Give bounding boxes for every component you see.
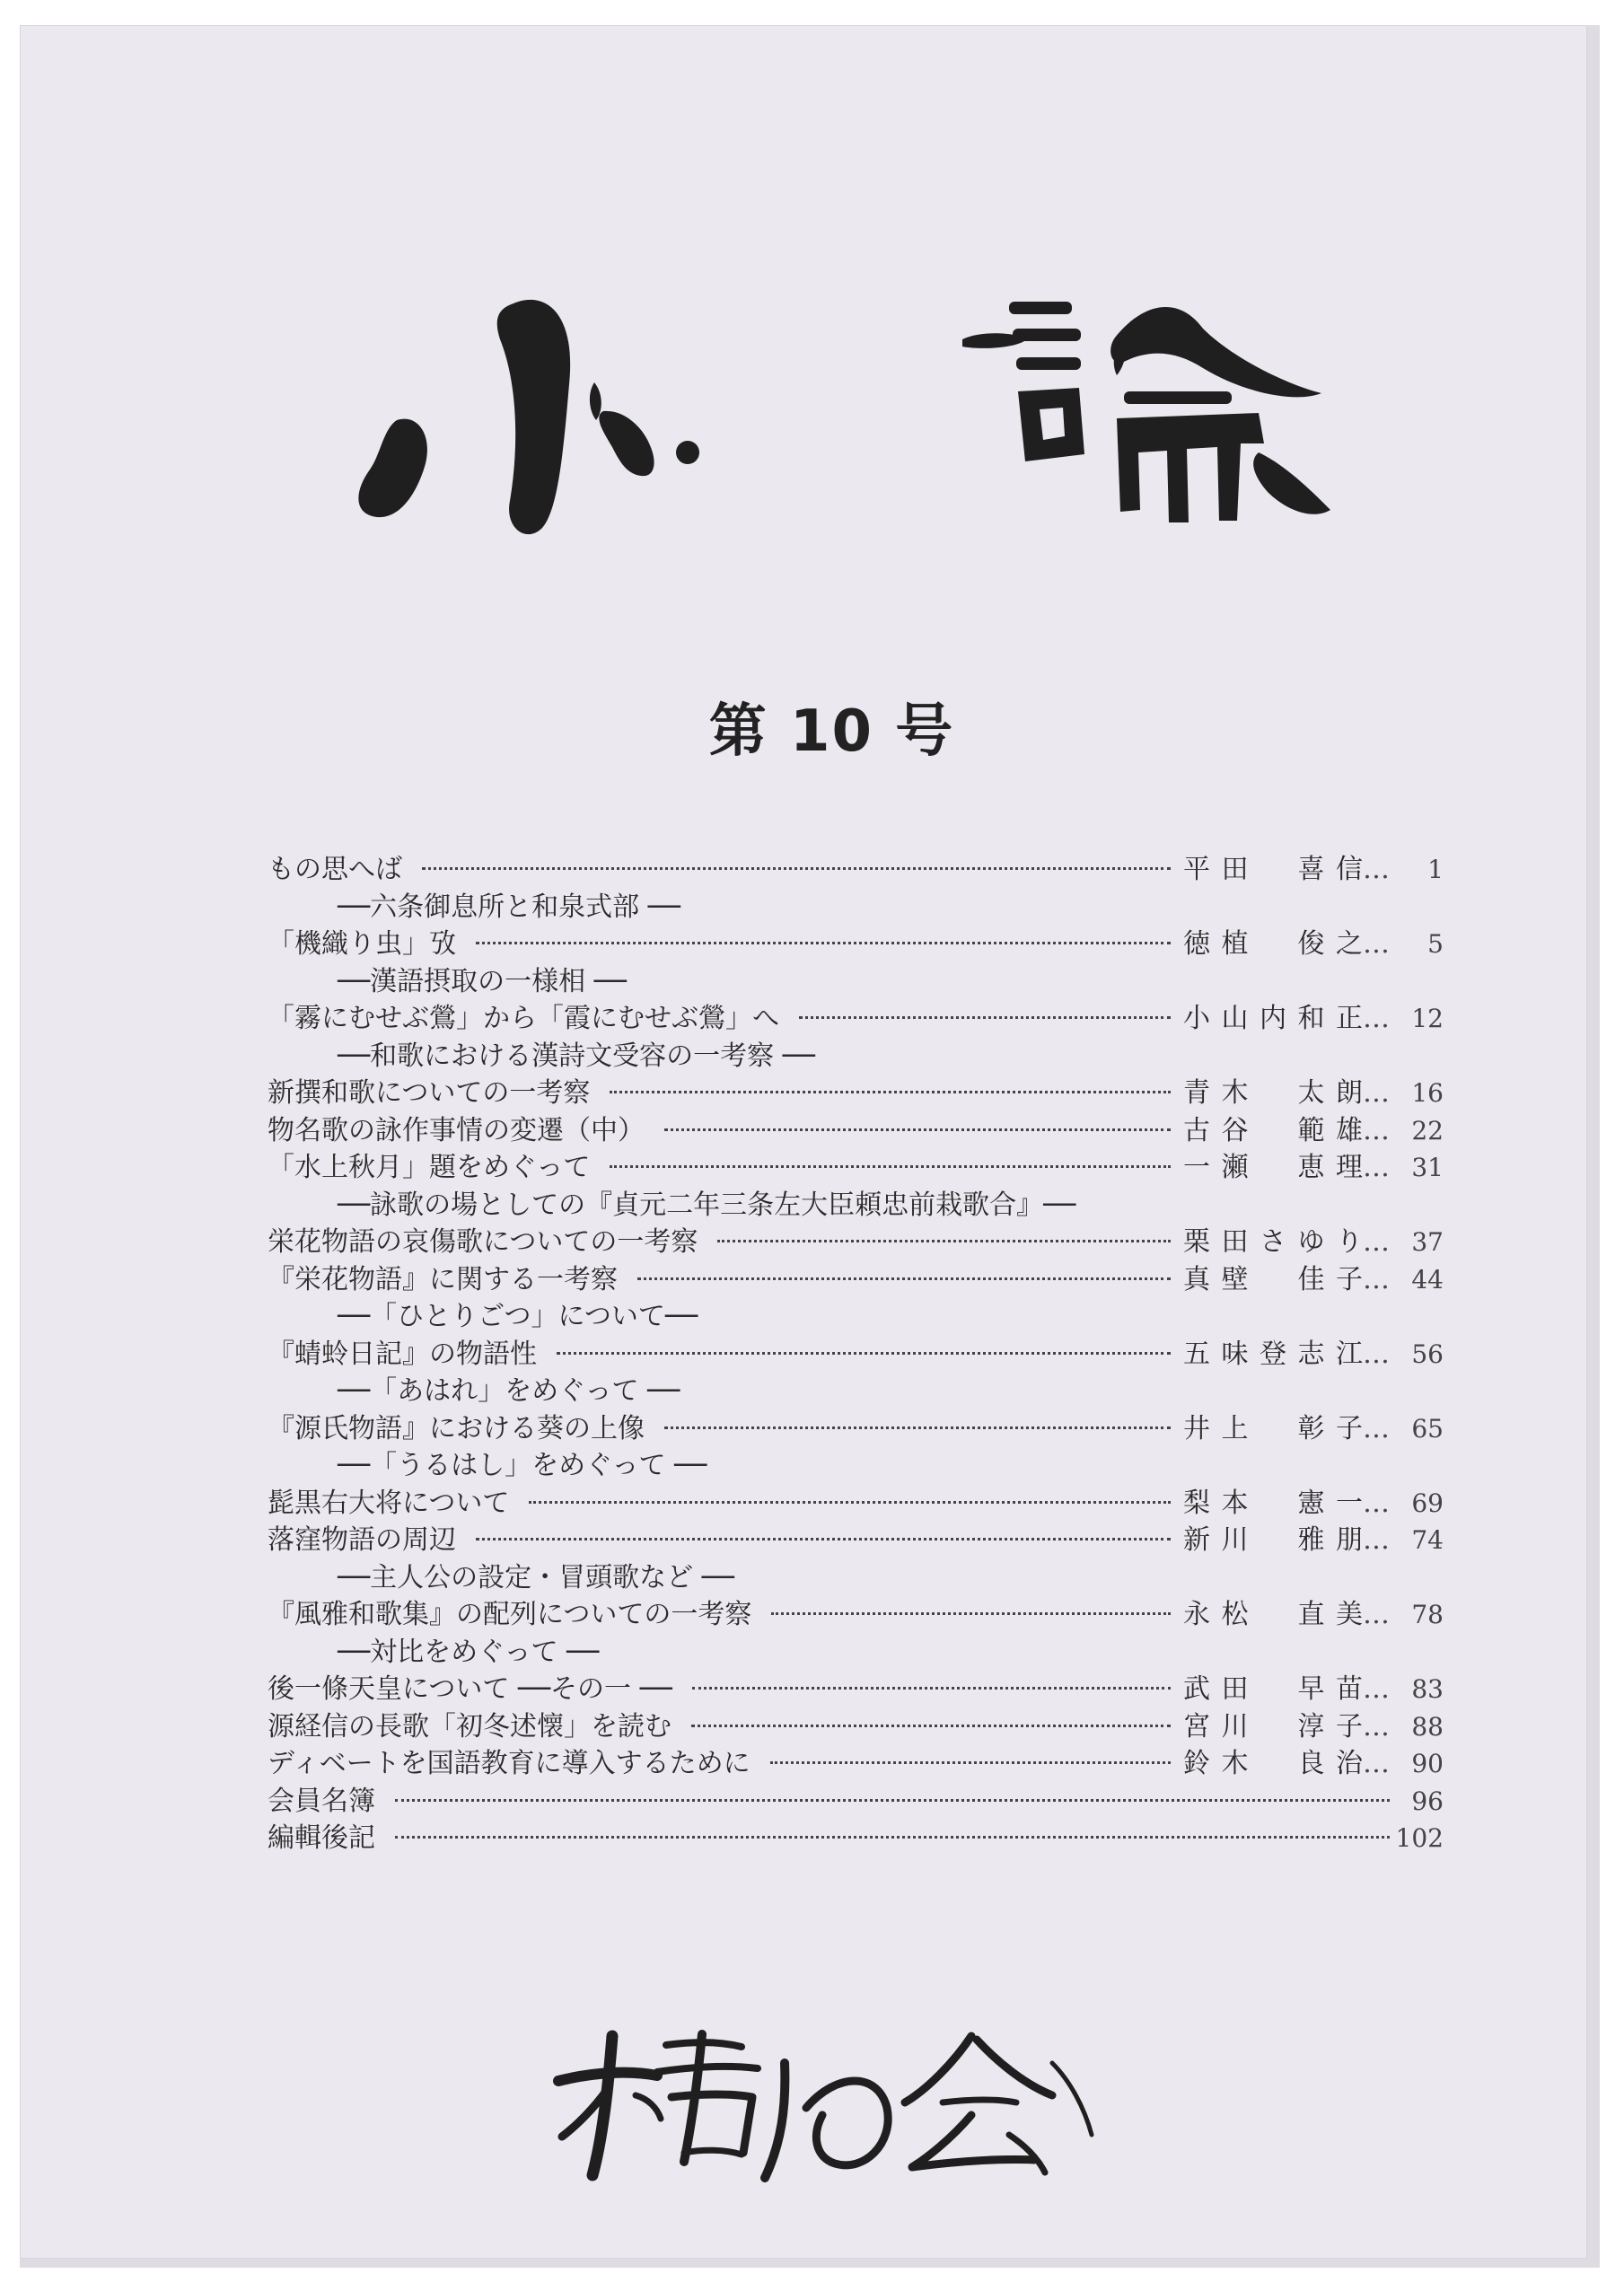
toc-ellipsis: … [1363,1524,1388,1556]
toc-entry-page: 37 [1411,1227,1444,1257]
toc-entry-title: 栄花物語の哀傷歌についての一考察 [268,1226,698,1258]
toc-entry-title: 『栄花物語』に関する一考察 [268,1263,618,1295]
toc-subtitle [268,1443,1444,1480]
toc-leader-dots [557,1352,1171,1355]
toc-entry-page: 22 [1411,1115,1444,1146]
toc-leader-dots [529,1501,1171,1504]
toc-leader-dots [717,1240,1171,1242]
toc-entry [268,1704,1444,1742]
toc-subtitle [268,1033,1444,1071]
toc-subtitle [268,1182,1444,1220]
toc-entry-page: 88 [1411,1711,1444,1742]
toc-entry-author: 五味登志江 [1183,1338,1363,1370]
toc-entry-title: 『風雅和歌集』の配列についての一考察 [268,1599,752,1630]
toc-leader-dots [771,1612,1171,1615]
toc-entry-page: 90 [1411,1749,1444,1778]
toc-entry-author: 武田 早苗 [1183,1673,1363,1705]
toc-entry-author: 鈴木 良治 [1183,1748,1363,1779]
toc-entry [268,1778,1444,1816]
toc-entry-title: もの思へば [268,854,402,885]
publisher-logo [549,2009,1106,2189]
toc-entry-page: 56 [1411,1339,1444,1369]
toc-entry-author: 宮川 淳子 [1183,1710,1363,1742]
toc-ellipsis: … [1363,1710,1388,1742]
toc-subtitle [268,1555,1444,1593]
toc-entry-author: 青木 太朗 [1183,1077,1363,1109]
toc-ellipsis: … [1363,1114,1388,1146]
toc-entry-author: 井上 彰子 [1183,1412,1363,1444]
toc-entry-title: 源経信の長歌「初冬述懐」を読む [268,1710,672,1742]
toc-leader-dots [395,1799,1390,1802]
toc-subtitle-text: ──漢語摂取の一様相 ── [338,965,627,997]
toc-entry-title: 落窪物語の周辺 [268,1524,456,1556]
toc-entry-title: 『蜻蛉日記』の物語性 [268,1338,537,1370]
toc-entry [268,1406,1444,1444]
toc-entry-title: ディベートを国語教育に導入するために [268,1748,751,1779]
toc-subtitle [268,1368,1444,1406]
toc-subtitle-text: ──詠歌の場としての『貞元二年三条左大臣頼忠前栽歌合』── [338,1189,1076,1221]
toc-leader-dots [770,1761,1171,1764]
toc-entry-author: 徳植 俊之 [1183,928,1363,960]
toc-subtitle [268,1294,1444,1331]
toc-entry-page: 69 [1411,1488,1444,1518]
toc-entry [268,1108,1444,1146]
table-of-contents [268,847,1444,1853]
toc-subtitle-text: ──「うるはし」をめぐって ── [338,1450,707,1481]
toc-leader-dots [691,1725,1171,1727]
toc-ellipsis: … [1363,1673,1388,1705]
toc-entry-title: 物名歌の詠作事情の変遷（中） [268,1114,645,1146]
toc-entry [268,1145,1444,1182]
toc-subtitle-text: ──和歌における漢詩文受容の一考察 ── [338,1040,815,1072]
toc-ellipsis: … [1363,1226,1388,1258]
toc-ellipsis: … [1363,854,1388,885]
toc-entry [268,1592,1444,1629]
journal-cover [20,25,1600,2268]
issue-number: 第 10 号 [708,698,955,765]
toc-entry-title: 会員名簿 [268,1785,375,1817]
toc-ellipsis: … [1363,928,1388,960]
toc-entry-author: 一瀬 恵理 [1183,1152,1363,1183]
toc-entry [268,1257,1444,1295]
toc-entry [268,1815,1444,1853]
toc-subtitle-text: ──「ひとりごつ」について── [338,1301,698,1332]
toc-entry [268,1517,1444,1555]
toc-entry-page: 5 [1427,929,1444,959]
toc-entry-page: 44 [1411,1264,1444,1295]
toc-entry-title: 「霧にむせぶ鶯」から「霞にむせぶ鶯」へ [268,1003,779,1034]
toc-entry-author: 真壁 佳子 [1183,1263,1363,1295]
calligraphy-title-art [334,285,1411,573]
toc-entry-title: 後一條天皇について ──その一 ── [268,1673,672,1705]
toc-leader-dots [610,1091,1171,1093]
toc-entry [268,1666,1444,1704]
toc-ellipsis: … [1363,1077,1388,1109]
toc-entry [268,1219,1444,1257]
toc-leader-dots [395,1836,1390,1839]
toc-entry-page: 96 [1411,1786,1444,1816]
toc-entry-author: 梨本 憲一 [1183,1487,1363,1519]
toc-leader-dots [692,1687,1171,1690]
toc-entry [268,847,1444,884]
toc-entry [268,996,1444,1033]
calligraphy-title [334,285,1411,573]
toc-subtitle-text: ──六条御息所と和泉式部 ── [338,891,680,923]
toc-entry-title: 髭黒右大将について [268,1487,510,1519]
toc-entry-page: 74 [1411,1525,1444,1555]
toc-entry [268,1480,1444,1518]
toc-leader-dots [422,867,1171,870]
toc-entry-title: 「機織り虫」攷 [268,928,456,960]
toc-entry-author: 新川 雅朋 [1183,1524,1363,1556]
toc-entry-title: 編輯後記 [268,1822,375,1854]
toc-subtitle-text: ──「あはれ」をめぐって ── [338,1375,680,1407]
toc-entry-page: 16 [1411,1078,1444,1108]
toc-subtitle [268,884,1444,922]
toc-ellipsis: … [1363,1748,1388,1779]
toc-ellipsis: … [1363,1412,1388,1444]
toc-leader-dots [476,1538,1171,1540]
toc-entry-page: 102 [1395,1823,1444,1853]
toc-subtitle-text: ──対比をめぐって ── [338,1636,600,1668]
toc-leader-dots [610,1165,1171,1168]
toc-entry [268,921,1444,959]
toc-entry [268,1070,1444,1108]
toc-subtitle [268,1629,1444,1667]
toc-entry-author: 小山内和正 [1183,1003,1363,1034]
toc-entry-page: 1 [1427,855,1444,884]
toc-ellipsis: … [1363,1599,1388,1630]
toc-entry-author: 栗田さゆり [1183,1226,1363,1258]
toc-leader-dots [476,942,1171,944]
toc-ellipsis: … [1363,1263,1388,1295]
toc-entry-page: 78 [1411,1600,1444,1629]
toc-ellipsis: … [1363,1152,1388,1183]
toc-ellipsis: … [1363,1338,1388,1370]
toc-entry-page: 12 [1411,1004,1444,1033]
toc-entry-title: 「水上秋月」題をめぐって [268,1152,591,1183]
toc-ellipsis: … [1363,1003,1388,1034]
publisher-calligraphy [549,2009,1106,2189]
toc-subtitle [268,959,1444,996]
toc-entry-author: 古谷 範雄 [1183,1114,1363,1146]
toc-entry-page: 65 [1411,1413,1444,1444]
toc-leader-dots [799,1016,1171,1019]
toc-entry [268,1331,1444,1369]
toc-entry-title: 新撰和歌についての一考察 [268,1077,591,1109]
toc-entry [268,1741,1444,1778]
toc-entry-author: 平田 喜信 [1183,854,1363,885]
toc-leader-dots [637,1277,1171,1280]
toc-entry-author: 永松 直美 [1183,1599,1363,1630]
toc-leader-dots [664,1426,1171,1429]
toc-entry-page: 83 [1411,1674,1444,1704]
toc-ellipsis: … [1363,1487,1388,1519]
toc-leader-dots [664,1128,1171,1131]
toc-entry-title: 『源氏物語』における葵の上像 [268,1412,645,1444]
toc-subtitle-text: ──主人公の設定・冒頭歌など ── [338,1561,734,1593]
toc-entry-page: 31 [1411,1153,1444,1182]
